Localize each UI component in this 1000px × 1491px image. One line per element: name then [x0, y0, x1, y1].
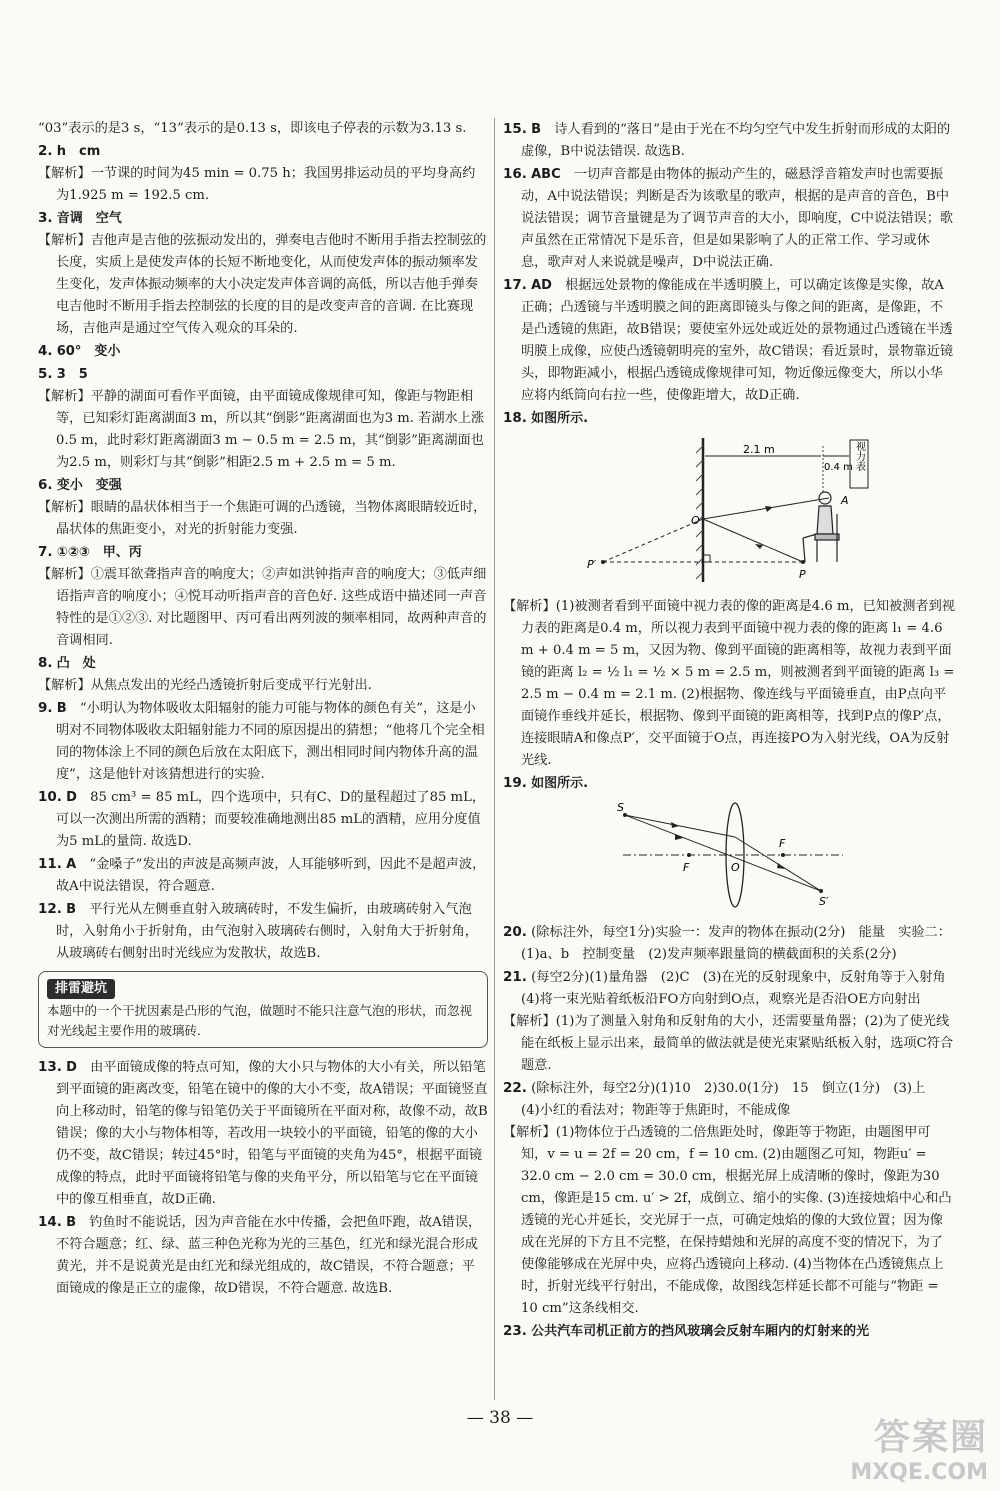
answer-text: B: [531, 122, 542, 137]
question-number: 19.: [503, 775, 527, 791]
question-number: 15.: [503, 121, 527, 137]
question-number: 7.: [38, 544, 53, 560]
answer-text: 如图所示.: [531, 411, 589, 426]
question-number: 13.: [38, 1059, 62, 1075]
explanation-text: 【解析】(1)物体位于凸透镜的二倍焦距处时，像距等于物距，由题图甲可知，v = u = 2f = 20 cm，f = 10 cm. (2)由题图乙可知，物距u′ = 32.0 cm − 2.0 cm = 30.0 cm，根据光屏上成清晰的像时，像距为30 cm，像距是15 cm. u′ > 2f，成倒立、缩小的实像. (3)连接烛焰中心和凸透镜的光心并延长，交光屏于一点，可确定烛焰的像的大致位置；因为像成在光屏的下方且不完整，在保持蜡烛和光屏的高度不变的情况下，为了使像能够成在光屏中央，应将凸透镜向上移动. (4)当物体在凸透镜焦点上时，折射光线平行射出，不能成像，故图线怎样延长都不可能与“物距 = 10 cm”这条线相交.: [503, 1125, 952, 1316]
ray-2-center: [625, 815, 821, 891]
question-item: [38, 898, 488, 965]
explanation-text: 【解析】平静的湖面可看作平面镜，由平面镜成像规律可知，像距与物距相等，已知彩灯距离湖面3 m，所以其“倒影”距离湖面也为3 m. 若湖水上涨0.5 m，此时彩灯距离湖面3 m − 0.5 m = 2.5 m，其“倒影”距离湖面也为2.5 m，则彩灯与其“倒影”相距2.5 m + 2.5 m = 5 m.: [38, 389, 485, 470]
explanation-text: (除标注外，每空1分)实验一：发声的物体在振动(2分) 能量 实验二：(1)a、b 控制变量 (2)发声频率跟量筒的横截面积的关系(2分): [521, 925, 951, 962]
question-number: 2.: [38, 143, 53, 159]
answer-text: D: [66, 1060, 77, 1075]
question-item: [38, 363, 488, 474]
answer-text: B: [66, 1215, 77, 1230]
answer-text: ①②③ 甲、丙: [56, 545, 142, 560]
label-O: O: [691, 514, 700, 527]
question-item: [38, 118, 488, 140]
question-number: 22.: [503, 1080, 527, 1096]
trap-text: 本题中的一个干扰因素是凸形的气泡，做题时不能只注意气泡的形状，而忽视对光线起主要作用的玻璃砖.: [47, 1003, 473, 1038]
seated-person: [803, 492, 839, 562]
figure-19: [503, 799, 955, 917]
answer-text: A: [66, 857, 77, 872]
ray-arrow-3: [777, 863, 785, 869]
question-number: 20.: [503, 924, 527, 940]
column-divider: [494, 118, 495, 1400]
eye-chart-label: 视力表: [853, 441, 865, 471]
question-item: [503, 772, 955, 795]
figure-18: [503, 434, 955, 592]
label-S-prime: S′: [819, 895, 829, 908]
trap-box: [38, 971, 488, 1048]
explanation-text: 根据远处景物的像能成在半透明膜上，可以确定该像是实像，故A正确；凸透镜与半透明膜之间的距离即镜头与像之间的距离，是像距，不是凸透镜的焦距，故B错误；要使室外远处或近处的景物通过凸透镜在半透明膜上成像，应使凸透镜朝明亮的室外，故C错误；看近景时，景物靠近镜头，即物距减小，根据凸透镜成像规律可知，物近像远像变大，所以小华应将内纸筒向右拉一些，使像距增大，故D正确.: [521, 278, 954, 403]
ray-arrow-1: [671, 822, 679, 828]
answer-text: 3 5: [56, 367, 88, 382]
explanation-text: 由平面镜成像的特点可知，像的大小只与物体的大小有关，所以铅笔到平面镜的距离改变，铅笔在镜中的像的大小不变，故A错误；平面镜竖直向上移动时，铅笔的像与铅笔仍关于平面镜所在平面对称，故像不动，故B错误；像的大小与物体相等，若改用一块较小的平面镜，铅笔的像的大小仍不变，故C错误；转过45°时，铅笔与平面镜的夹角为45°，根据平面镜成像的特点，此时平面镜将铅笔与像的夹角平分，所以铅笔与它在平面镜中的像互相垂直，故D正确.: [56, 1060, 488, 1207]
trap-title: 排雷避坑: [47, 979, 115, 999]
answer-text: 变小 变强: [56, 478, 122, 493]
explanation-text: “03”表示的是3 s，“13”表示的是0.13 s，即该电子停表的示数为3.13 s.: [38, 121, 467, 136]
label-F-right: F: [779, 837, 786, 850]
question-number: 17.: [503, 277, 527, 293]
label-S: S: [617, 801, 624, 814]
explanation-text: 诗人看到的“落日”是由于光在不均匀空气中发生折射而形成的太阳的虚像，B中说法错误. 故选B.: [521, 122, 951, 159]
explanation-text: 一切声音都是由物体的振动产生的，磁悬浮音箱发声时也需要振动，A中说法错误；判断是否为该歌星的歌声，根据的是声音的音色，B中说法错误；调节音量键是为了调节声音的大小，即响度，C中说法错误；歌声虽然在正常情况下是乐音，但是如果影响了人的正常工作、学习或休息，歌声对人来说就是噪声，D中说法正确.: [521, 167, 954, 270]
question-number: 3.: [38, 210, 53, 226]
question-item: [38, 340, 488, 363]
question-number: 8.: [38, 655, 53, 671]
explanation-text: 【解析】(1)为了测量入射角和反射角的大小，还需要量角器；(2)为了使光线能在纸板上显示出来，最简单的做法就是使光束紧贴纸板入射，选项C符合题意.: [503, 1014, 954, 1073]
question-item: [38, 652, 488, 697]
question-number: 23.: [503, 1323, 527, 1339]
question-item: [38, 1211, 488, 1300]
explanation-text: 【解析】吉他声是吉他的弦振动发出的，弹奏电吉他时不断用手指去控制弦的长度，实质上是使发声体的长短不断地变化，从而使发声体的振动频率发生变化，发声体振动频率的大小决定发声体音调的高低，所以吉他手弹奏电吉他时不断用手指去控制弦的长度的目的是改变声音的音调. 在比赛现场，吉他声是通过空气传入观众的耳朵的.: [38, 233, 487, 336]
question-item: [503, 1077, 955, 1320]
ray-1-in: [625, 815, 735, 837]
answer-text: 音调 空气: [56, 211, 122, 226]
question-number: 18.: [503, 410, 527, 426]
right-items-3: [503, 921, 959, 1343]
right-column: [503, 118, 959, 1343]
left-column: [38, 118, 488, 1300]
answer-text: 公共汽车司机正前方的挡风玻璃会反射车厢内的灯射来的光: [531, 1324, 870, 1339]
watermark: [850, 1409, 988, 1485]
mirror-diagram: [503, 434, 955, 584]
question-item: [38, 786, 488, 853]
question-item: [503, 274, 955, 407]
explanation-text: 【解析】从焦点发出的光经凸透镜折射后变成平行光射出.: [38, 678, 372, 693]
answer-text: h cm: [56, 144, 101, 159]
question-item: [503, 921, 955, 966]
focus-left: [687, 853, 691, 857]
question-number: 11.: [38, 856, 62, 872]
question-number: 6.: [38, 477, 53, 493]
question-item: [38, 140, 488, 207]
right-items: [503, 118, 955, 430]
incident-ray-PO: [703, 519, 803, 562]
explanation-text: 【解析】①震耳欲聋指声音的响度大；②声如洪钟指声音的响度大；③低声细语指声音的响度小；④悦耳动听指声音的音色好. 这些成语中描述同一声音特性的是①②③. 对比题图甲、丙可看出两列波的频率相同，故两种声音的音调相同.: [38, 567, 487, 648]
label-F-left: F: [683, 861, 690, 874]
virtual-ray: [603, 519, 703, 562]
point-P: [801, 560, 805, 564]
answer-text: B: [56, 701, 67, 716]
right-items-2: [503, 596, 955, 795]
dist-label-2: 0.4 m: [824, 462, 853, 473]
page-number: — 38 —: [466, 1408, 534, 1428]
explanation-text: 85 cm³ = 85 mL，四个选项中，只有C、D的量程超过了85 mL，可以一次测出所需的酒精；而要较准确地测出85 mL的酒精，应用分度值为5 mL的量筒. 故选D.: [56, 790, 486, 849]
explanation-text: “小明认为物体吸收太阳辐射的能力可能与物体的颜色有关”，这是小明对不同物体吸收太阳辐射能力不同的原因提出的猜想；“他将几个完全相同的物体涂上不同的颜色后放在太阳底下，测出相同时间内物体升高的温度”，这是他针对该猜想进行的实验.: [56, 701, 485, 782]
watermark-url: MXQE.COM: [850, 1460, 988, 1485]
question-item: [503, 1320, 955, 1343]
question-number: 5.: [38, 366, 53, 382]
left-items: [38, 118, 488, 965]
point-S-prime: [819, 889, 823, 893]
left-items-2: [38, 1056, 488, 1300]
question-number: 21.: [503, 969, 527, 985]
dist-label-1: 2.1 m: [743, 443, 775, 456]
question-item: [503, 966, 959, 1077]
explanation-text: 平行光从左侧垂直射入玻璃砖时，不发生偏折，由玻璃砖射入气泡时，入射角小于折射角，由气泡射入玻璃砖右侧时，入射角大于折射角，从玻璃砖右侧射出时光线应为发散状，故选B.: [56, 902, 478, 961]
question-number: 16.: [503, 166, 527, 182]
explanation-text: 【解析】眼睛的晶状体相当于一个焦距可调的凸透镜，当物体离眼睛较近时，晶状体的焦距变小，对光的折射能力变强.: [38, 500, 487, 537]
label-P: P: [799, 568, 806, 581]
explanation-text: “金嗓子”发出的声波是高频声波，人耳能够听到，因此不是超声波，故A中说法错误，符合题意.: [56, 857, 486, 894]
answer-text: AD: [531, 278, 552, 293]
question-item: [38, 474, 488, 541]
label-P-prime: P′: [587, 558, 597, 571]
label-A: A: [841, 494, 849, 507]
question-item: [503, 596, 955, 772]
explanation-text: 【解析】一节课的时间为45 min = 0.75 h；我国男排运动员的平均身高约为1.925 m = 192.5 cm.: [38, 166, 476, 203]
question-item: [503, 407, 955, 430]
answer-text: 60° 变小: [56, 344, 121, 359]
answer-text: 如图所示.: [531, 776, 589, 791]
question-number: 4.: [38, 343, 53, 359]
watermark-logo: 答案圈: [873, 1417, 988, 1458]
explanation-text: (每空2分)(1)量角器 (2)C (3)在光的反射现象中，反射角等于入射角 (4)将一束光贴着纸板沿FO方向射到O点，观察光是否沿OE方向射出: [521, 970, 959, 1007]
answer-text: B: [66, 902, 77, 917]
explanation-text: 【解析】(1)被测者看到平面镜中视力表的像的距离是4.6 m，已知被测者到视力表的距离是0.4 m，所以视力表到平面镜中视力表的像的距离 l₁ = 4.6 m + 0.4 m = 5 m，又因为物、像到平面镜的距离相等，故视力表到平面镜的距离 l₂ = ½ l₁ = ½ × 5 m = 2.5 m，则被测者到平面镜的距离 l₃ = 2.5 m − 0.4 m = 2.1 m. (2)根据物、像连线与平面镜垂直，由P点向平面镜作垂线并延长，根据物、像到平面镜的距离相等，找到P点的像P′点，连接眼睛A和像点P′，交平面镜于O点，再连接PO为入射光线，OA为反射光线.: [503, 599, 955, 768]
question-item: [503, 118, 955, 163]
ray-arrow-head-2: [765, 506, 773, 512]
question-item: [38, 1056, 488, 1211]
explanation-text: (除标注外，每空2分)(1)10 2)30.0(1分) 15 倒立(1分) (3)上 (4)小红的看法对；物距等于焦距时，不能成像: [521, 1081, 939, 1118]
answer-text: D: [66, 790, 77, 805]
lens-diagram: [503, 799, 955, 909]
label-O: O: [731, 861, 740, 874]
focus-right: [781, 853, 785, 857]
answer-text: 凸 处: [56, 656, 96, 671]
explanation-text: 钓鱼时不能说话，因为声音能在水中传播，会把鱼吓跑，故A错误，不符合题意；红、绿、蓝三种色光称为光的三基色，红光和绿光混合形成黄光，并不是说黄光是由红光和绿光组成的，故C错误，不符合题意；平面镜成的像是正立的虚像，故D错误，不符合题意. 故选B.: [56, 1215, 482, 1296]
question-number: 14.: [38, 1214, 62, 1230]
question-number: 9.: [38, 700, 53, 716]
point-P-prime: [601, 560, 605, 564]
question-item: [38, 853, 488, 898]
question-number: 12.: [38, 901, 62, 917]
question-item: [38, 541, 488, 652]
question-item: [38, 207, 488, 340]
answer-text: ABC: [531, 167, 561, 182]
question-item: [503, 163, 955, 274]
question-item: [38, 697, 488, 786]
question-number: 10.: [38, 789, 62, 805]
